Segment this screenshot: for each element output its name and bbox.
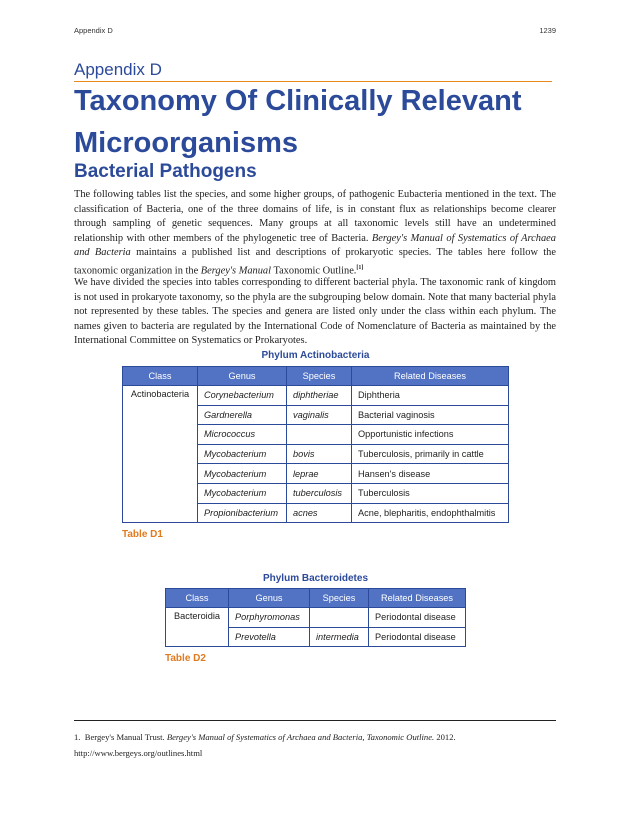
genus-cell: Mycobacterium <box>198 444 287 464</box>
col-header-diseases: Related Diseases <box>352 367 509 386</box>
col-header-diseases: Related Diseases <box>369 589 466 608</box>
species-cell: vaginalis <box>287 405 352 425</box>
species-cell: intermedia <box>310 627 369 647</box>
disease-cell: Periodontal disease <box>369 627 466 647</box>
table-header-row <box>166 589 466 608</box>
genus-cell: Propionibacterium <box>198 503 287 523</box>
section-title: Bacterial Pathogens <box>74 161 257 182</box>
species-cell: leprae <box>287 464 352 484</box>
species-cell: acnes <box>287 503 352 523</box>
table-header-row <box>123 367 509 386</box>
footnote-divider <box>74 720 556 721</box>
disease-cell: Diphtheria <box>352 386 509 406</box>
header-chapter: Appendix D <box>74 26 113 35</box>
table-actinobacteria <box>122 366 509 523</box>
species-cell: bovis <box>287 444 352 464</box>
genus-cell: Gardnerella <box>198 405 287 425</box>
table2-title: Phylum Bacteroidetes <box>262 573 369 584</box>
genus-cell: Porphyromonas <box>229 608 310 628</box>
footnote <box>74 729 556 761</box>
col-header-class: Class <box>166 589 229 608</box>
table2-label: Table D2 <box>165 653 206 664</box>
species-cell: diphtheriae <box>287 386 352 406</box>
phyla-paragraph: We have divided the species into tables corresponding to different bacterial phyla. The taxonomic rank of kingdom is not used in prokaryote taxonomy, so the phyla are the subgrouping below domain. Note that many bacterial phyla not represented by these tables. The species and genera are listed only under the class within each phylum. The names given to bacteria are regulated by the International Code of Nomenclature of Bacteria as maintained by the International Committee on Systematics or Prokaryotes. <box>74 277 556 347</box>
col-header-genus: Genus <box>229 589 310 608</box>
footnote-number: 1. <box>74 732 81 742</box>
intro-paragraph <box>74 188 556 279</box>
genus-cell: Mycobacterium <box>198 483 287 503</box>
intro-text-c: Taxonomic Outline. <box>273 265 357 277</box>
species-cell <box>287 425 352 445</box>
col-header-species: Species <box>287 367 352 386</box>
col-header-genus: Genus <box>198 367 287 386</box>
disease-cell: Hansen's disease <box>352 464 509 484</box>
class-cell: Bacteroidia <box>166 608 229 647</box>
table-row <box>166 608 466 628</box>
genus-cell: Mycobacterium <box>198 464 287 484</box>
genus-cell: Corynebacterium <box>198 386 287 406</box>
table1-title: Phylum Actinobacteria <box>261 350 370 361</box>
disease-cell: Opportunistic infections <box>352 425 509 445</box>
disease-cell: Periodontal disease <box>369 608 466 628</box>
disease-cell: Bacterial vaginosis <box>352 405 509 425</box>
page-number: 1239 <box>539 26 556 35</box>
genus-cell: Prevotella <box>229 627 310 647</box>
footnote-ref[interactable]: [1] <box>356 264 364 271</box>
appendix-label: Appendix D <box>74 60 552 82</box>
col-header-species: Species <box>310 589 369 608</box>
genus-cell: Micrococcus <box>198 425 287 445</box>
footnote-text-a: Bergey's Manual Trust. <box>84 732 165 742</box>
table-bacteroidetes <box>165 588 466 647</box>
class-cell: Actinobacteria <box>123 386 198 523</box>
disease-cell: Tuberculosis <box>352 483 509 503</box>
col-header-class: Class <box>123 367 198 386</box>
disease-cell: Tuberculosis, primarily in cattle <box>352 444 509 464</box>
species-cell: tuberculosis <box>287 483 352 503</box>
table-row <box>123 386 509 406</box>
table1-label: Table D1 <box>122 529 163 540</box>
footnote-text-b[interactable]: 2012. http://www.bergeys.org/outlines.html <box>74 732 456 758</box>
intro-italic-a: Bergey's Manual of Systematics of Archaea and Bacteria <box>74 232 556 259</box>
page-title: Taxonomy Of Clinically Relevant Microorganisms <box>74 85 522 159</box>
intro-italic-b: Bergey's Manual <box>200 265 272 277</box>
species-cell <box>310 608 369 628</box>
running-header <box>74 26 556 35</box>
disease-cell: Acne, blepharitis, endophthalmitis <box>352 503 509 523</box>
intro-text-b: maintains a published list and descriptions of prokaryotic species. The tables here follow the taxonomic organization in the <box>74 247 556 277</box>
footnote-italic: Bergey's Manual of Systematics of Archaea and Bacteria, Taxonomic Outline. <box>166 732 435 742</box>
intro-text-a: The following tables list the species, and some higher groups, of pathogenic Eubacteria mentioned in the text. The classification of Bacteria, one of the three domains of life, is in constant flux as relationships become clearer through sampling of genetic sequences. Many groups at all taxonomic levels still have an undetermined relationship with other members of the phylogenetic tree of Bacteria. <box>74 189 556 244</box>
